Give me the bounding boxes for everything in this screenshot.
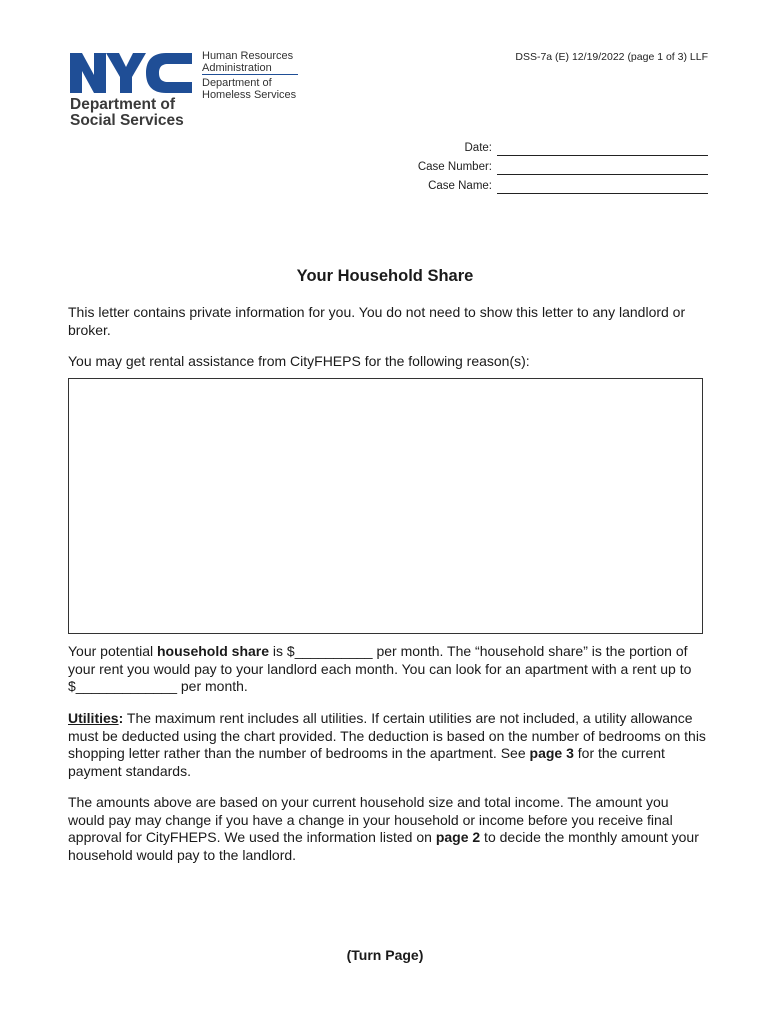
form-id: DSS-7a (E) 12/19/2022 (page 1 of 3) LLF bbox=[515, 51, 708, 63]
case-number-field[interactable] bbox=[380, 161, 708, 177]
household-share-paragraph: Your potential household share is $__________ per month. The “household share” is the portion of your rent you would pay to your landlord each month. You can look for an apartment with a rent up to $_____________ per month. bbox=[68, 643, 692, 694]
page-3-reference: page 3 bbox=[529, 745, 574, 761]
household-share-term: household share bbox=[157, 643, 270, 659]
date-line[interactable] bbox=[497, 155, 708, 156]
amounts-paragraph: The amounts above are based on your current household size and total income. The amount you would pay may change if you have a change in your household or income before you receive final approval for CityFHEPS. We used the information listed on page 2 to decide the monthly amount your household would pay to the landlord. bbox=[68, 794, 699, 863]
page-2-reference: page 2 bbox=[435, 829, 481, 845]
case-name-field[interactable] bbox=[380, 180, 708, 196]
logo-divider bbox=[202, 74, 298, 75]
nyc-dss-logo bbox=[68, 49, 300, 127]
nyc-logo-mark bbox=[68, 49, 196, 97]
utilities-paragraph: Utilities: The maximum rent includes all utilities. If certain utilities are not included, a utility allowance must be deducted using the chart provided. The deduction is based on the number of bedrooms on this shopping letter rather than the number of bedrooms in the apartment. See page 3 for the current payment standards. bbox=[68, 710, 706, 779]
date-label: Date: bbox=[464, 142, 492, 154]
case-name-line[interactable] bbox=[497, 193, 708, 194]
page-title: Your Household Share bbox=[296, 267, 474, 285]
agency-dhs: Department of Homeless Services bbox=[202, 77, 297, 101]
utilities-label: Utilities: bbox=[68, 710, 124, 726]
reasons-intro: You may get rental assistance from CityFHEPS for the following reason(s): bbox=[68, 353, 530, 369]
case-number-label: Case Number: bbox=[417, 161, 492, 173]
agency-hra: Human Resources Administration bbox=[202, 50, 294, 74]
reasons-box[interactable] bbox=[68, 378, 703, 634]
case-number-line[interactable] bbox=[497, 174, 708, 175]
intro-paragraph: This letter contains private information for you. You do not need to show this letter to any landlord or broker. bbox=[68, 304, 686, 338]
date-field[interactable] bbox=[380, 142, 708, 158]
department-name: Department of Social Services bbox=[70, 96, 184, 129]
case-name-label: Case Name: bbox=[428, 180, 492, 192]
turn-page-note: (Turn Page) bbox=[346, 947, 424, 963]
